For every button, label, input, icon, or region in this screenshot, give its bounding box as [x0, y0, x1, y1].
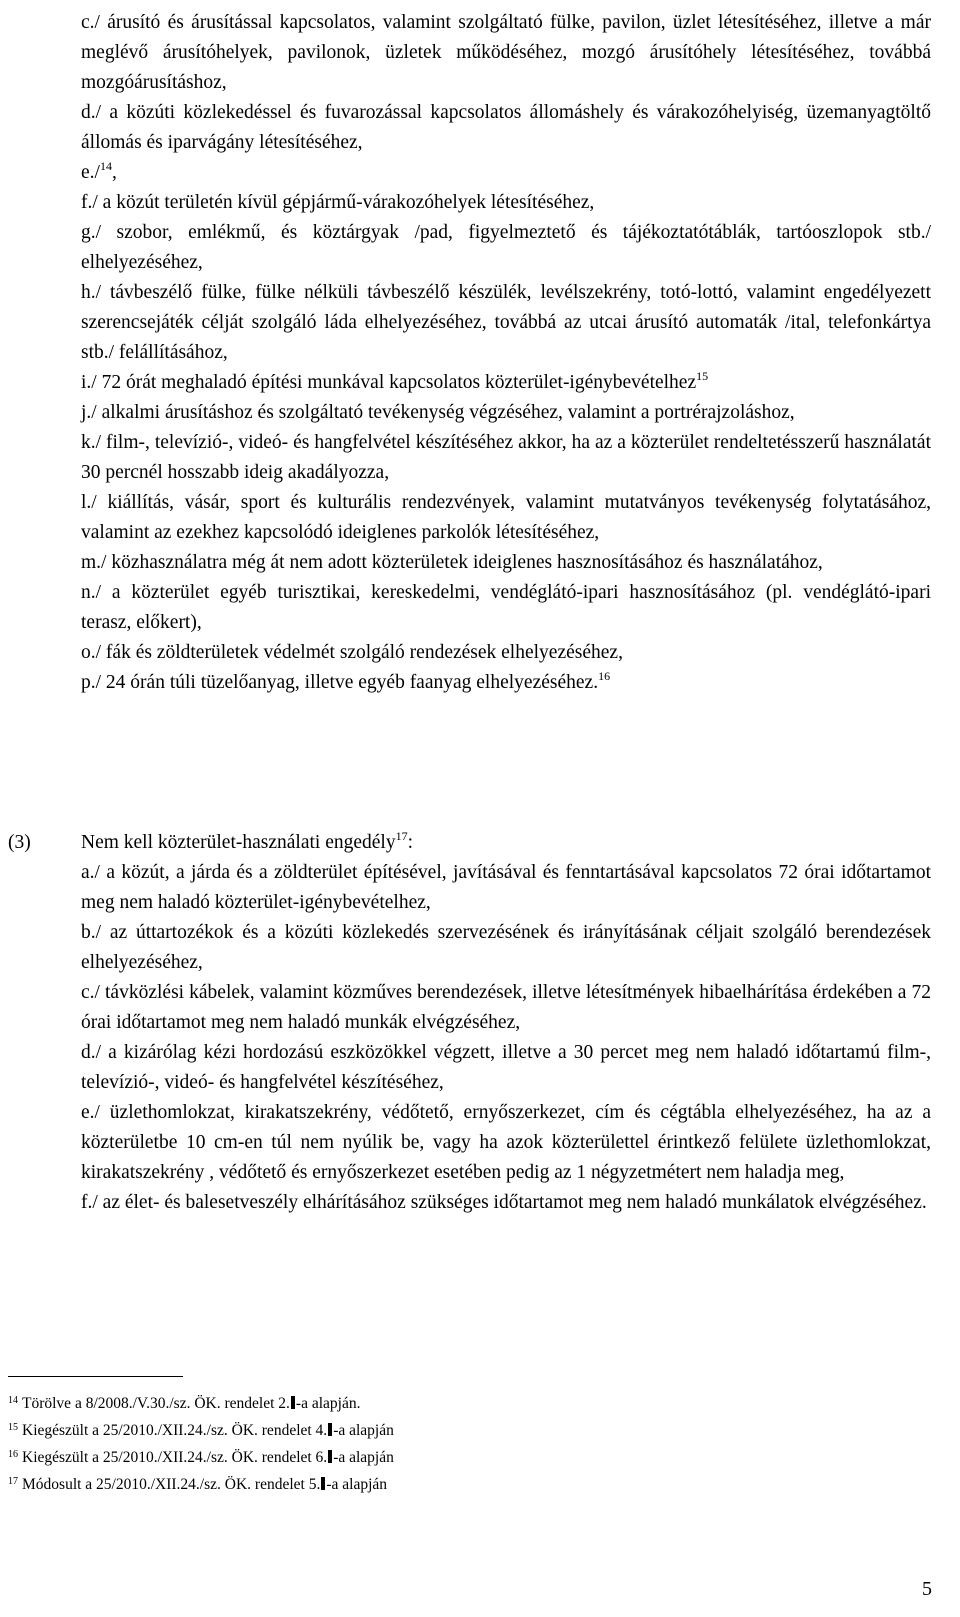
footnote-number: 15 — [8, 1422, 18, 1433]
footnote-ref: 14 — [99, 159, 112, 173]
paragraph-heading-text: Nem kell közterület-használati engedély$^{17}$: — [81, 829, 413, 853]
list-item: h./ távbeszélő fülke, fülke nélküli távbeszélő készülék, levélszekrény, totó-lottó, valamint engedélyezett szerencsejáték célját szolgáló láda elhelyezéséhez, továbbá az utcai árusító automaták /ital, telefonkártya stb./ felállításához, — [81, 282, 931, 363]
list-item: n./ a közterület egyéb turisztikai, kereskedelmi, vendéglátó-ipari hasznosításához (pl. vendéglátó-ipari terasz, előkert), — [81, 582, 931, 633]
paragraph-3 — [8, 828, 931, 1218]
list-item: c./ árusító és árusítással kapcsolatos, valamint szolgáltató fülke, pavilon, üzlet létesítéséhez, illetve a már meglévő árusítóhelyek, pavilonok, üzletek működéséhez, mozgó árusítóhely létesítéséhez, továbbá mozgóárusításhoz, — [81, 12, 931, 93]
list-item: b./ az úttartozékok és a közúti közlekedés szervezésének és irányításának céljait szolgáló berendezések elhelyezéséhez, — [81, 922, 931, 973]
list-item: a./ a közút, a járda és a zöldterület építésével, javításával és fenntartásával kapcsolatos 72 órai időtartamot meg nem haladó közterület-igénybevételhez, — [81, 862, 931, 913]
footnotes — [8, 1389, 708, 1497]
footnote-ref: 17 — [395, 829, 408, 843]
paragraph-number: (3) — [8, 832, 31, 853]
footnote-separator — [8, 1376, 183, 1377]
list-item: p./ 24 órán túli tüzelőanyag, illetve egyéb faanyag elhelyezéséhez.$^{16}$ — [81, 669, 611, 693]
list-item: d./ a közúti közlekedéssel és fuvarozással kapcsolatos állomáshely és várakozóhelyiség, üzemanyagtöltő állomás és iparvágány létesítéséhez, — [81, 102, 931, 153]
footnote-number: 14 — [8, 1395, 18, 1406]
paragraph-3-list — [81, 858, 931, 1218]
list-item: f./ az élet- és balesetveszély elhárításához szükséges időtartamot meg nem haladó munkálatok elvégzéséhez. — [81, 1192, 927, 1213]
section-mark-icon — [321, 1477, 325, 1490]
list-item: i./ 72 órát meghaladó építési munkával kapcsolatos közterület-igénybevételhez$^{15}$ — [81, 369, 709, 393]
list-item: m./ közhasználatra még át nem adott közterületek ideiglenes hasznosításához és használatához, — [81, 552, 823, 573]
section-mark-icon — [328, 1423, 332, 1436]
footnote-number: 17 — [8, 1476, 18, 1487]
list-item: e./ üzlethomlokzat, kirakatszekrény, védőtető, ernyőszerkezet, cím és cégtábla elhelyezéséhez, ha az a közterületbe 10 cm-en túl nem nyúlik be, vagy ha azok közterülettel érintkező felülete üzlethomlokzat, kirakatszekrény , védőtető és ernyőszerkezet esetében pedig az 1 négyzetmétert nem haladja meg, — [81, 1102, 931, 1183]
list-item: c./ távközlési kábelek, valamint közműves berendezések, illetve létesítmények hibaelhárítása érdekében a 72 órai időtartamot meg nem haladó munkák elvégzéséhez, — [81, 982, 931, 1033]
section-mark-icon — [291, 1396, 295, 1409]
footnote-ref: 15 — [696, 369, 709, 383]
page-number: 5 — [922, 1578, 932, 1600]
list-item: d./ a kizárólag kézi hordozású eszközökkel végzett, illetve a 30 percet meg nem haladó időtartamú film-, televízió-, videó- és hangfelvétel készítéséhez, — [81, 1042, 931, 1093]
footnote: $^{14}$ Törölve a 8/2008./V.30./sz. ÖK. rendelet 2. -a alapján. — [8, 1395, 361, 1412]
list-item: e./$^{14}$, — [81, 159, 117, 183]
list-item: l./ kiállítás, vásár, sport és kulturális rendezvények, valamint mutatványos tevékenység folytatásához, valamint az ezekhez kapcsolódó ideiglenes parkolók létesítéséhez, — [81, 492, 931, 543]
list-item: g./ szobor, emlékmű, és köztárgyak /pad, figyelmeztető és tájékoztatótáblák, tartóoszlopok stb./ elhelyezéséhez, — [81, 222, 931, 273]
footnote-ref: 16 — [598, 669, 611, 683]
list-item: j./ alkalmi árusításhoz és szolgáltató tevékenység végzéséhez, valamint a portrérajzoláshoz, — [81, 402, 795, 423]
footnote: $^{16}$ Kiegészült a 25/2010./XII.24./sz. ÖK. rendelet 6. -a alapján — [8, 1449, 394, 1466]
section-mark-icon — [328, 1450, 332, 1463]
paragraph-2-list — [81, 8, 931, 698]
footnote-number: 16 — [8, 1449, 18, 1460]
list-item: f./ a közút területén kívül gépjármű-várakozóhelyek létesítéséhez, — [81, 192, 595, 213]
footnote: $^{17}$ Módosult a 25/2010./XII.24./sz. ÖK. rendelet 5. -a alapján — [8, 1476, 388, 1493]
list-item: k./ film-, televízió-, videó- és hangfelvétel készítéséhez akkor, ha az a közterület rendeltetésszerű használatát 30 percnél hosszabb ideig akadályozza, — [81, 432, 931, 483]
list-item: o./ fák és zöldterületek védelmét szolgáló rendezések elhelyezéséhez, — [81, 642, 623, 663]
footnote: $^{15}$ Kiegészült a 25/2010./XII.24./sz. ÖK. rendelet 4. -a alapján — [8, 1422, 394, 1439]
paragraph-3-heading — [8, 828, 931, 858]
